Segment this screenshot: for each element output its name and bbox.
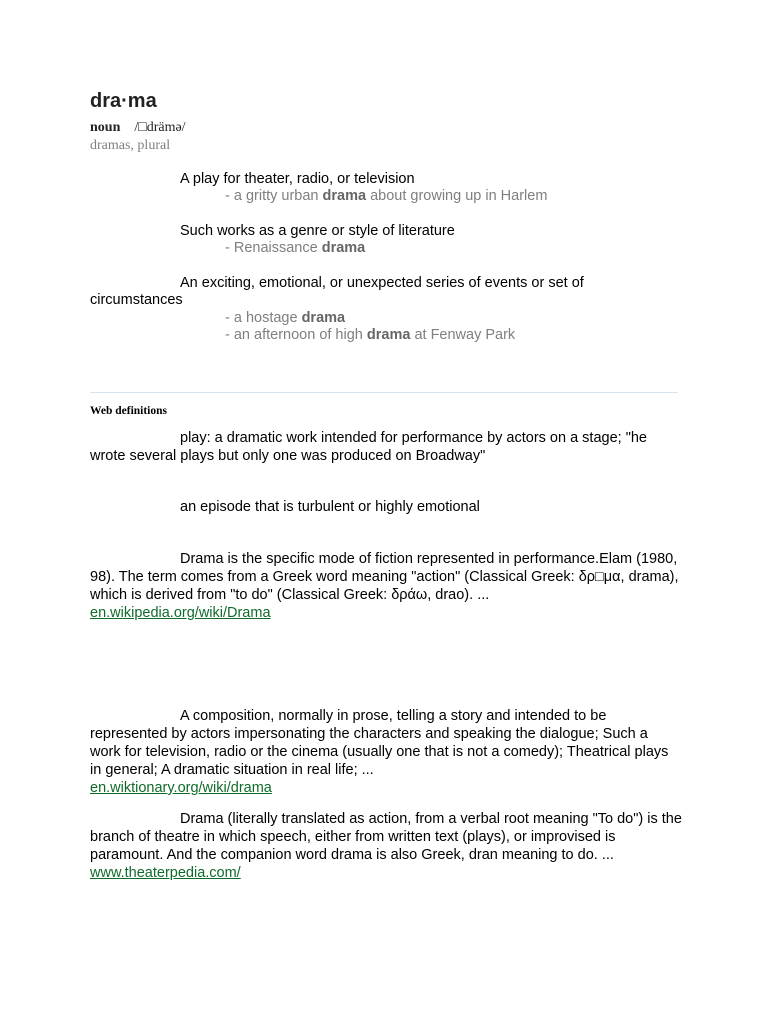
web-definition-text: Drama (literally translated as action, from a verbal root meaning "To do") is the branch of theatre in which speech, either from written text (plays), or improvised is paramount. And the companion word drama is also Greek, dran meaning to do. ... — [90, 811, 682, 863]
web-definition-item — [90, 550, 682, 622]
web-definition-item — [90, 707, 682, 797]
web-definition-item — [90, 810, 682, 882]
usage-example: - Renaissance drama — [225, 240, 366, 256]
plural-form: dramas, plural — [90, 138, 171, 153]
headword: dra·ma — [90, 90, 157, 112]
pronunciation-line — [90, 120, 186, 136]
usage-example: - a hostage drama — [225, 310, 346, 326]
web-definition-item — [90, 429, 682, 465]
web-definition-item — [90, 498, 682, 516]
source-link[interactable]: www.theaterpedia.com/ — [90, 865, 241, 881]
pronunciation: /□drämə/ — [134, 120, 186, 135]
web-definition-text: Drama is the specific mode of fiction represented in performance.Elam (1980, 98). The term comes from a Greek word meaning "action" (Classical Greek: δρ□μα, drama), which is derived from "to do" (Classical Greek: δράω, drao). ... — [90, 551, 679, 603]
usage-example: - a gritty urban drama about growing up in Harlem — [225, 188, 548, 204]
web-definition-text: play: a dramatic work intended for performance by actors on a stage; "he wrote several plays but only one was produced on Broadway" — [90, 430, 647, 464]
usage-example: - an afternoon of high drama at Fenway Park — [225, 327, 516, 343]
web-definitions-heading: Web definitions — [90, 405, 168, 417]
source-link[interactable]: en.wiktionary.org/wiki/drama — [90, 780, 272, 796]
part-of-speech: noun — [90, 120, 121, 135]
sense-definition: Such works as a genre or style of literature — [180, 223, 455, 239]
section-divider — [90, 392, 678, 393]
source-link[interactable]: en.wikipedia.org/wiki/Drama — [90, 605, 271, 621]
web-definition-text: an episode that is turbulent or highly emotional — [180, 499, 480, 515]
sense-definition: An exciting, emotional, or unexpected series of events or set of circumstances — [90, 275, 584, 308]
web-definition-text: A composition, normally in prose, telling a story and intended to be represented by actors impersonating the characters and speaking the dialogue; Such a work for television, radio or the cinema (usually one that is not a comedy); Theatrical plays in general; A dramatic situation in real life; ... — [90, 708, 669, 778]
sense-definition: A play for theater, radio, or television — [180, 171, 415, 187]
